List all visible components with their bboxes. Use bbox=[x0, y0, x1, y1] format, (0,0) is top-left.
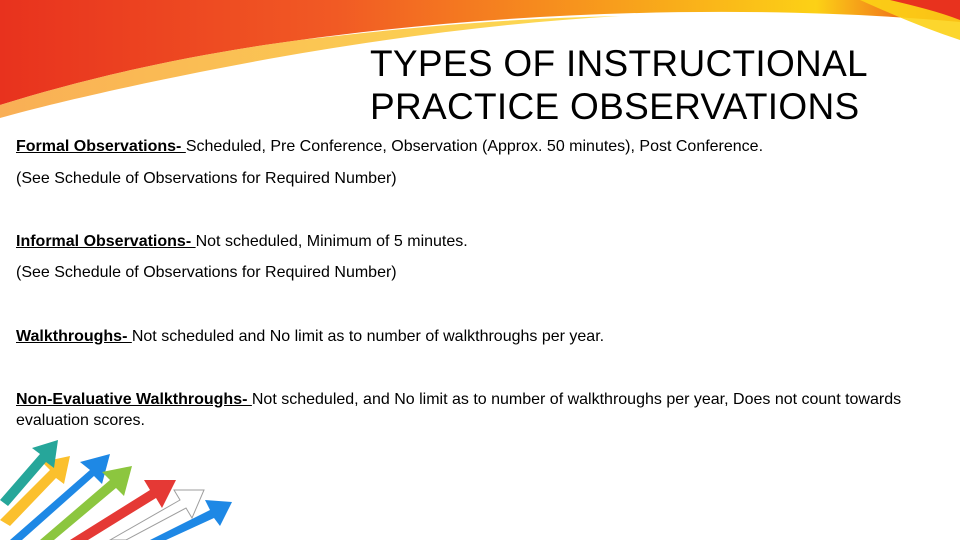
non-evaluative-walkthroughs-term: Non-Evaluative Walkthroughs- bbox=[16, 391, 252, 408]
slide-title bbox=[370, 42, 930, 128]
formal-observations-term: Formal Observations- bbox=[16, 138, 186, 155]
walkthroughs-text: Not scheduled and No limit as to number of walkthroughs per year. bbox=[131, 328, 605, 345]
informal-observations-text: Not scheduled, Minimum of 5 minutes. bbox=[195, 233, 468, 250]
informal-observations-term: Informal Observations- bbox=[16, 233, 196, 250]
decorative-arrows-graphic bbox=[0, 440, 300, 540]
formal-observations-text: Scheduled, Pre Conference, Observation (Approx. 50 minutes), Post Conference. bbox=[185, 138, 764, 155]
formal-observations-note: (See Schedule of Observations for Required Number) bbox=[16, 170, 397, 187]
walkthroughs-term: Walkthroughs- bbox=[16, 328, 132, 345]
non-evaluative-walkthroughs-text: Not scheduled, and No limit as to number of walkthroughs per year, Does not count towards evaluation scores. bbox=[16, 391, 902, 429]
non-evaluative-walkthroughs-item bbox=[16, 389, 906, 431]
informal-observations-note: (See Schedule of Observations for Required Number) bbox=[16, 264, 397, 281]
walkthroughs-item bbox=[16, 326, 604, 347]
formal-observations-item bbox=[16, 136, 763, 157]
informal-observations-item bbox=[16, 231, 468, 252]
slide-title-line-2: PRACTICE OBSERVATIONS bbox=[370, 86, 860, 127]
slide-title-line-1: TYPES OF INSTRUCTIONAL bbox=[370, 43, 868, 84]
